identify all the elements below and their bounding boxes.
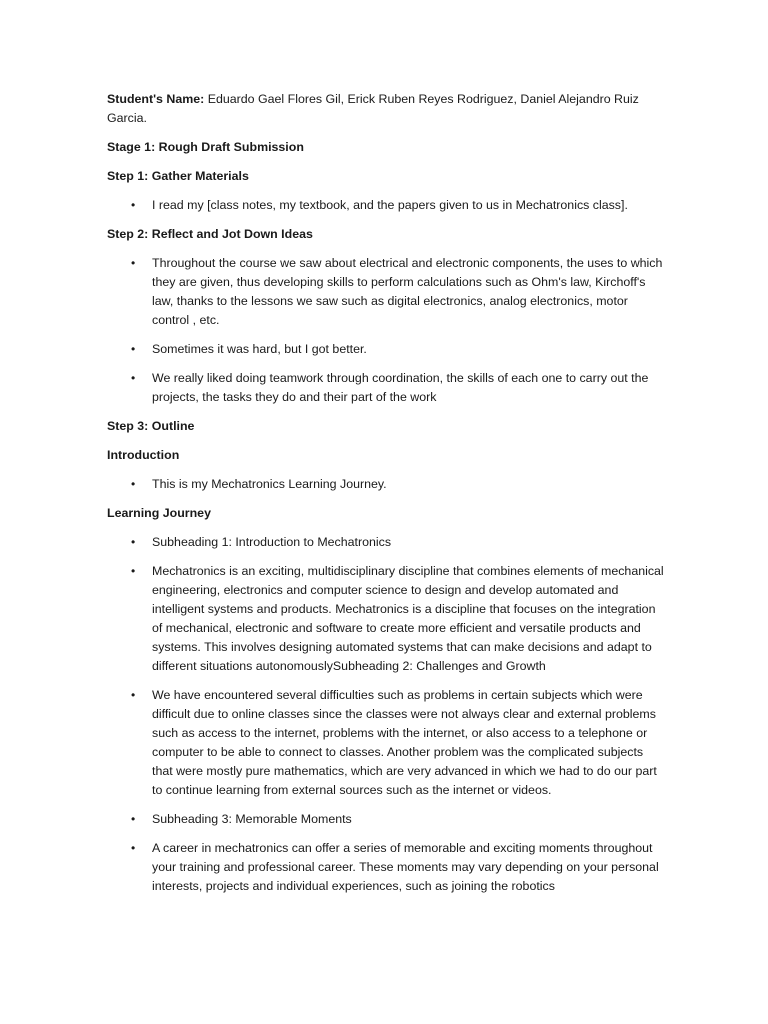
list-item-text: Throughout the course we saw about electrical and electronic components, the uses to which they are given, thus developing skills to perform calculations such as Ohm's law, Kirchoff's law, thanks to the lessons we saw such as digital electronics, analog electronics, motor control , etc. xyxy=(152,256,663,327)
list-item-text: This is my Mechatronics Learning Journey. xyxy=(152,477,387,491)
bullet-icon: • xyxy=(131,342,136,356)
list-item xyxy=(107,369,667,407)
bullet-icon: • xyxy=(131,371,136,385)
introduction-heading: Introduction xyxy=(107,448,180,462)
document-page xyxy=(107,90,667,906)
learning-journey-heading: Learning Journey xyxy=(107,506,211,520)
bullet-icon: • xyxy=(131,841,136,855)
step-2-list xyxy=(107,254,667,407)
student-names: Eduardo Gael Flores Gil, Erick Ruben Reyes Rodriguez, Daniel Alejandro Ruiz Garcia. xyxy=(107,92,639,125)
list-item xyxy=(107,562,667,676)
bullet-icon: • xyxy=(131,812,136,826)
bullet-icon: • xyxy=(131,688,136,702)
stage-1-heading: Stage 1: Rough Draft Submission xyxy=(107,140,304,154)
list-item xyxy=(107,196,667,215)
list-item xyxy=(107,686,667,800)
bullet-icon: • xyxy=(131,256,136,270)
list-item xyxy=(107,810,667,829)
list-item xyxy=(107,839,667,896)
student-name-label: Student's Name: xyxy=(107,92,205,106)
learning-journey-list xyxy=(107,533,667,896)
bullet-icon: • xyxy=(131,564,136,578)
list-item xyxy=(107,340,667,359)
list-item-text: A career in mechatronics can offer a series of memorable and exciting moments throughout your training and professional career. These moments may vary depending on your personal interests, projects and individual experiences, such as joining the robotics xyxy=(152,841,659,893)
list-item xyxy=(107,475,667,494)
list-item xyxy=(107,254,667,330)
step-1-heading: Step 1: Gather Materials xyxy=(107,169,249,183)
list-item xyxy=(107,533,667,552)
bullet-icon: • xyxy=(131,535,136,549)
list-item-text: I read my [class notes, my textbook, and the papers given to us in Mechatronics class]. xyxy=(152,198,628,212)
student-name-line xyxy=(107,90,667,128)
step-2-heading: Step 2: Reflect and Jot Down Ideas xyxy=(107,227,313,241)
introduction-list xyxy=(107,475,667,494)
list-item-text: Subheading 1: Introduction to Mechatronics xyxy=(152,535,392,549)
step-3-heading: Step 3: Outline xyxy=(107,419,195,433)
list-item-text: Sometimes it was hard, but I got better. xyxy=(152,342,367,356)
list-item-text: We really liked doing teamwork through coordination, the skills of each one to carry out the projects, the tasks they do and their part of the work xyxy=(152,371,649,404)
list-item-text: Mechatronics is an exciting, multidisciplinary discipline that combines elements of mechanical engineering, electronics and computer science to design and develop automated and intelligent systems and products. Mechatronics is a discipline that focuses on the integration of mechanical, electronic and software to create more efficient and versatile products and systems. This involves designing automated systems that can make decisions and adapt to different situations autonomouslySubheading 2: Challenges and Growth xyxy=(152,564,664,673)
bullet-icon: • xyxy=(131,198,136,212)
bullet-icon: • xyxy=(131,477,136,491)
list-item-text: Subheading 3: Memorable Moments xyxy=(152,812,352,826)
step-1-list xyxy=(107,196,667,215)
list-item-text: We have encountered several difficulties such as problems in certain subjects which were difficult due to online classes since the classes were not always clear and external problems such as access to the internet, problems with the internet, or also access to a telephone or computer to be able to connect to classes. Another problem was the complicated subjects that were mostly pure mathematics, which are very advanced in which we had to do our part to continue learning from external sources such as the internet or videos. xyxy=(152,688,657,797)
